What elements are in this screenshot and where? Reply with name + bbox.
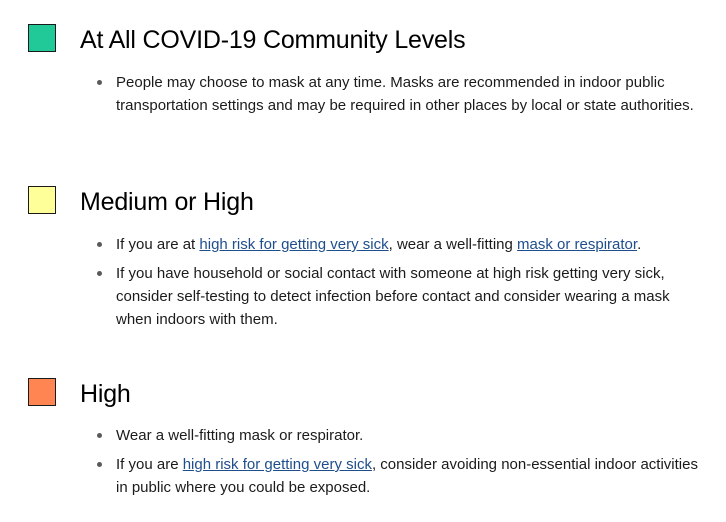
section-heading-high: High [80, 380, 131, 408]
mask-or-respirator-link[interactable]: mask or respirator [517, 236, 638, 253]
list-item [0, 453, 726, 499]
list-item [0, 262, 726, 331]
list-item-text: People may choose to mask at any time. Masks are recommended in indoor public transportation settings and may be required in other places by local or state authorities. [116, 74, 694, 114]
list-item-text: Wear a well-fitting mask or respirator. [116, 427, 364, 444]
list-item [0, 71, 726, 117]
list-item [0, 233, 726, 256]
section-heading-all-levels: At All COVID-19 Community Levels [80, 26, 466, 54]
bullet-list-all-levels [0, 71, 726, 123]
level-color-swatch-orange [28, 378, 56, 406]
bullet-list-high [0, 424, 726, 505]
high-risk-link[interactable]: high risk for getting very sick [199, 236, 389, 253]
bullet-list-medium-or-high [0, 233, 726, 337]
list-item-text: If you have household or social contact with someone at high risk getting very sick, consider self-testing to detect infection before contact and consider wearing a mask when indoors with them. [116, 265, 670, 328]
list-item-text: , consider avoiding non-essential indoor activities in public where you could be exposed. [116, 456, 698, 496]
level-color-swatch-green [28, 24, 56, 52]
list-item-text: . [637, 236, 642, 253]
list-item-text: If you are [116, 456, 183, 473]
high-risk-link[interactable]: high risk for getting very sick [182, 456, 372, 473]
list-item-text: , wear a well-fitting [388, 236, 518, 253]
list-item-text: If you are at [116, 236, 200, 253]
list-item [0, 424, 726, 447]
section-heading-medium-or-high: Medium or High [80, 188, 254, 216]
level-color-swatch-yellow [28, 186, 56, 214]
